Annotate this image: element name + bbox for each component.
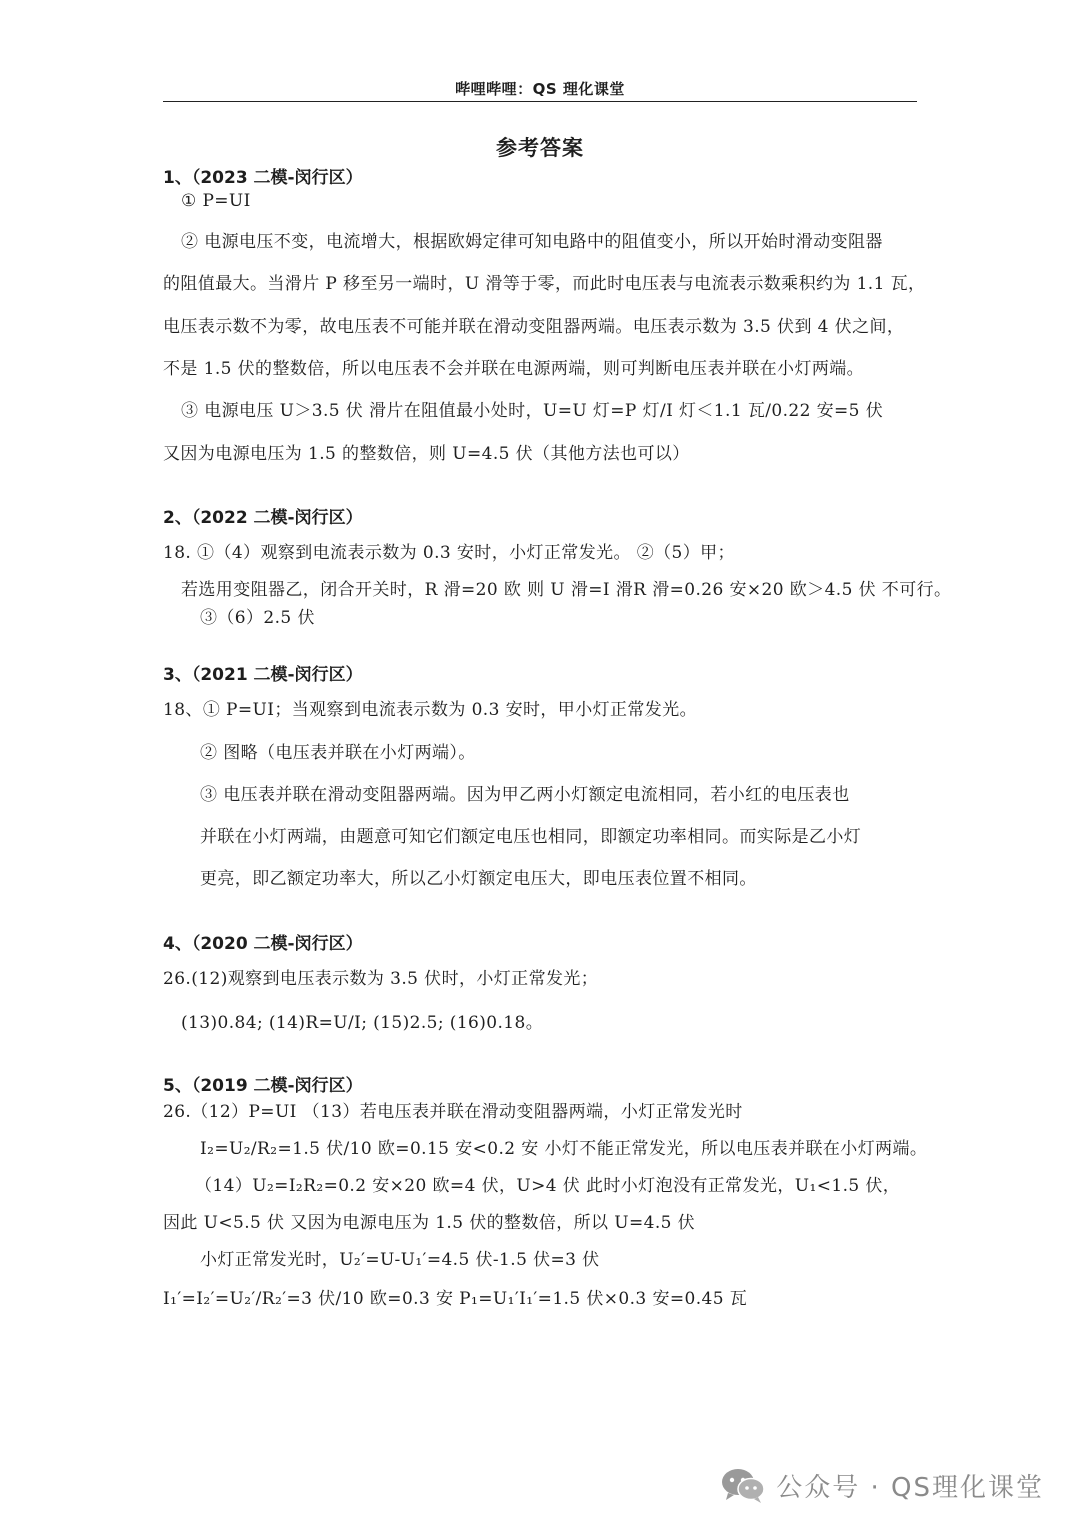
answer-line: I₁′=I₂′=U₂′/R₂′=3 伏/10 欧=0.3 安 P₁=U₁′I₁′=1.5 伏×0.3 安=0.45 瓦 [163,1289,748,1309]
page-header: 哔哩哔哩：QS 理化课堂 [455,80,625,98]
answer-line: ① P=UI [181,191,251,211]
answer-line: 电压表示数不为零，故电压表不可能并联在滑动变阻器两端。电压表示数为 3.5 伏到 4 伏之间， [163,317,905,337]
answer-line: ② 电源电压不变，电流增大，根据欧姆定律可知电路中的阻值变小，所以开始时滑动变阻器 [181,232,883,252]
watermark [720,1466,1044,1504]
answer-line: 并联在小灯两端，由题意可知它们额定电压也相同，即额定功率相同。而实际是乙小灯 [200,827,862,847]
answer-line: （14）U₂=I₂R₂=0.2 安×20 欧=4 伏，U>4 伏 此时小灯泡没有正常发光，U₁<1.5 伏， [195,1176,901,1196]
section-heading: 2、（2022 二模-闵行区） [163,508,363,528]
answer-line: ③（6）2.5 伏 [200,608,315,628]
section-heading: 1、（2023 二模-闵行区） [163,168,363,188]
answer-line: ③ 电源电压 U＞3.5 伏 滑片在阻值最小处时，U=U 灯=P 灯/I 灯＜1.1 瓦/0.22 安=5 伏 [181,401,884,421]
answer-line: 26.（12）P=UI （13）若电压表并联在滑动变阻器两端，小灯正常发光时 [163,1102,743,1122]
answer-line: 18、① P=UI；当观察到电流表示数为 0.3 安时，甲小灯正常发光。 [163,700,698,720]
answer-line: 不是 1.5 伏的整数倍，所以电压表不会并联在电源两端，则可判断电压表并联在小灯两端。 [163,359,865,379]
answer-line: 小灯正常发光时，U₂′=U-U₁′=4.5 伏-1.5 伏=3 伏 [200,1250,600,1270]
answer-line: 26.(12)观察到电压表示数为 3.5 伏时，小灯正常发光； [163,969,599,989]
answer-line: 若选用变阻器乙，闭合开关时，R 滑=20 欧 则 U 滑=I 滑R 滑=0.26 安×20 欧＞4.5 伏 不可行。 [181,580,952,600]
answer-line: 18. ①（4）观察到电流表示数为 0.3 安时，小灯正常发光。 ②（5）甲； [163,543,735,563]
answer-line: 又因为电源电压为 1.5 的整数倍，则 U=4.5 伏（其他方法也可以） [163,444,690,464]
answer-line: ③ 电压表并联在滑动变阻器两端。因为甲乙两小灯额定电流相同，若小红的电压表也 [200,785,850,805]
section-heading: 3、（2021 二模-闵行区） [163,665,363,685]
answer-line: I₂=U₂/R₂=1.5 伏/10 欧=0.15 安<0.2 安 小灯不能正常发光，所以电压表并联在小灯两端。 [200,1139,928,1159]
section-heading: 5、（2019 二模-闵行区） [163,1076,363,1096]
answer-line: 更亮，即乙额定功率大，所以乙小灯额定电压大，即电压表位置不相同。 [200,869,757,889]
page-title: 参考答案 [496,136,584,160]
answer-line: (13)0.84; (14)R=U/I; (15)2.5; (16)0.18。 [181,1013,544,1033]
section-heading: 4、（2020 二模-闵行区） [163,934,363,954]
wechat-icon [720,1466,766,1504]
header-rule [163,101,917,102]
answer-line: 的阻值最大。当滑片 P 移至另一端时，U 滑等于零，而此时电压表与电流表示数乘积约为 1.1 瓦， [163,274,926,294]
answer-line: ② 图略（电压表并联在小灯两端）。 [200,743,476,763]
answer-line: 因此 U<5.5 伏 又因为电源电压为 1.5 伏的整数倍，所以 U=4.5 伏 [163,1213,696,1233]
watermark-text: 公众号 · QS理化课堂 [776,1472,1044,1503]
